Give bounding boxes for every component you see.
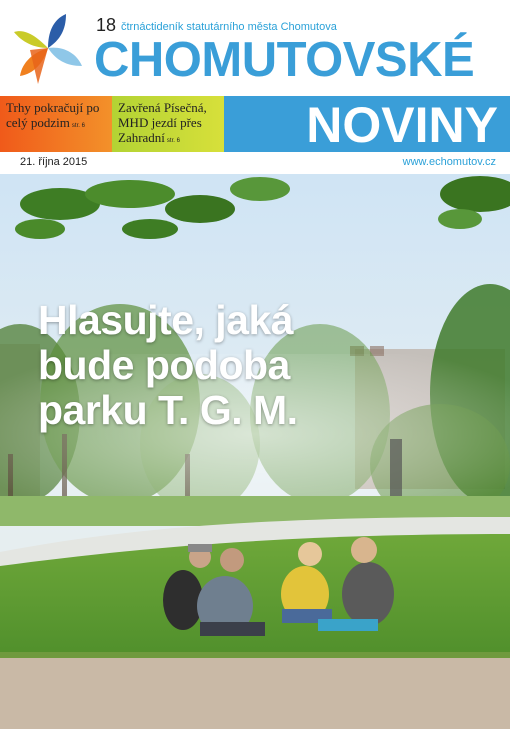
- teaser-markets[interactable]: [0, 96, 112, 152]
- page-reference: str. 6: [71, 123, 85, 129]
- page-reference: str. 6: [166, 138, 180, 144]
- tagline: čtrnáctideník statutárního města Chomutova: [121, 21, 337, 33]
- city-logo-icon: [8, 8, 90, 92]
- masthead-title-bottom: NOVINY: [224, 96, 510, 152]
- issue-date: 21. října 2015: [20, 156, 88, 168]
- teaser-text: Trhy pokračují po celý podzim: [6, 100, 100, 130]
- park-photo-icon: [0, 174, 510, 729]
- website-link[interactable]: www.echomutov.cz: [402, 156, 496, 168]
- cover-photo: [0, 174, 510, 729]
- issue-number: 18: [96, 15, 117, 35]
- teaser-text: Zavřená Písečná, MHD jezdí přes Zahradní: [118, 100, 207, 145]
- teaser-road-closure[interactable]: [112, 96, 224, 152]
- cover-headline: Hlasujte, jaká bude podoba parku T. G. M.: [38, 297, 298, 433]
- masthead-title-top: CHOMUTOVSKÉ: [94, 33, 475, 87]
